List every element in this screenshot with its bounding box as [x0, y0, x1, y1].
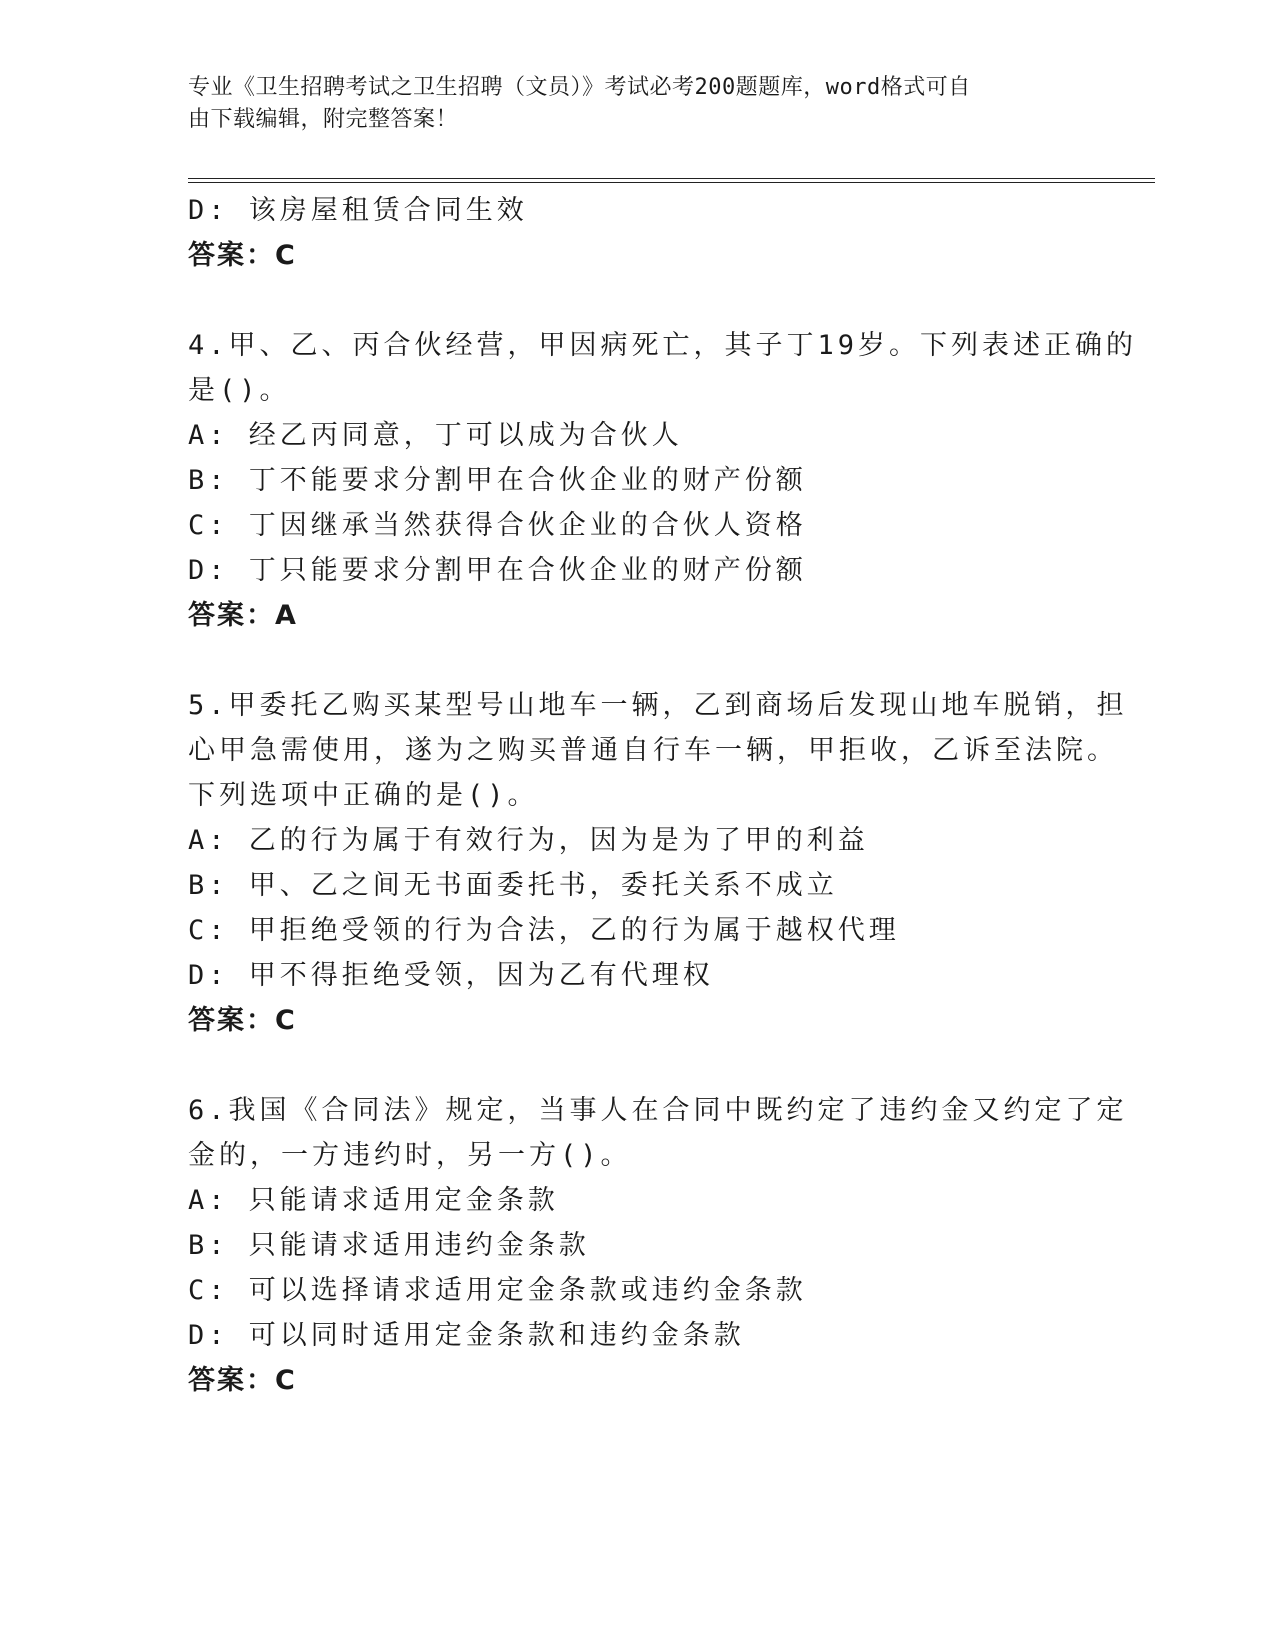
header-line-2: 由下载编辑，附完整答案！	[188, 107, 459, 132]
question-block-6	[188, 1088, 1128, 1403]
question-stem: 心甲急需使用，遂为之购买普通自行车一辆，甲拒收，乙诉至法院。	[188, 735, 1118, 766]
question-content	[188, 188, 1138, 1403]
spacer	[188, 278, 1088, 323]
answer-line: 答案：C	[188, 240, 297, 271]
spacer	[188, 1043, 1088, 1088]
answer-line: 答案：C	[188, 1365, 297, 1396]
question-block-5	[188, 683, 1128, 1043]
option-d: D: 可以同时适用定金条款和违约金条款	[188, 1320, 745, 1351]
option-a: A: 乙的行为属于有效行为，因为是为了甲的利益	[188, 825, 869, 856]
answer-line: 答案：A	[188, 600, 298, 631]
option-c: C: 可以选择请求适用定金条款或违约金条款	[188, 1275, 807, 1306]
option-d: D: 丁只能要求分割甲在合伙企业的财产份额	[188, 555, 807, 586]
option-a: A: 只能请求适用定金条款	[188, 1185, 559, 1216]
question-stem: 下列选项中正确的是()。	[188, 780, 539, 811]
option-b: B: 丁不能要求分割甲在合伙企业的财产份额	[188, 465, 807, 496]
option-a: A: 经乙丙同意，丁可以成为合伙人	[188, 420, 683, 451]
header-double-rule	[188, 178, 1155, 183]
spacer	[188, 638, 1088, 683]
question-stem: 金的，一方违约时，另一方()。	[188, 1140, 632, 1171]
question-block-4	[188, 323, 1138, 638]
question-stem: 5.甲委托乙购买某型号山地车一辆，乙到商场后发现山地车脱销，担	[188, 690, 1128, 721]
option-d: D: 该房屋租赁合同生效	[188, 195, 528, 226]
option-c: C: 甲拒绝受领的行为合法，乙的行为属于越权代理	[188, 915, 900, 946]
document-header	[188, 72, 1068, 136]
question-stem: 6.我国《合同法》规定，当事人在合同中既约定了违约金又约定了定	[188, 1095, 1128, 1126]
question-stem: 4.甲、乙、丙合伙经营，甲因病死亡，其子丁19岁。下列表述正确的	[188, 330, 1138, 361]
option-b: B: 甲、乙之间无书面委托书，委托关系不成立	[188, 870, 838, 901]
option-d: D: 甲不得拒绝受领，因为乙有代理权	[188, 960, 714, 991]
option-b: B: 只能请求适用违约金条款	[188, 1230, 590, 1261]
header-line-1: 专业《卫生招聘考试之卫生招聘（文员）》考试必考200题题库，word格式可自	[188, 75, 971, 100]
question-stem: 是()。	[188, 375, 291, 406]
option-c: C: 丁因继承当然获得合伙企业的合伙人资格	[188, 510, 807, 541]
question-block-prev	[188, 188, 1088, 278]
answer-line: 答案：C	[188, 1005, 297, 1036]
